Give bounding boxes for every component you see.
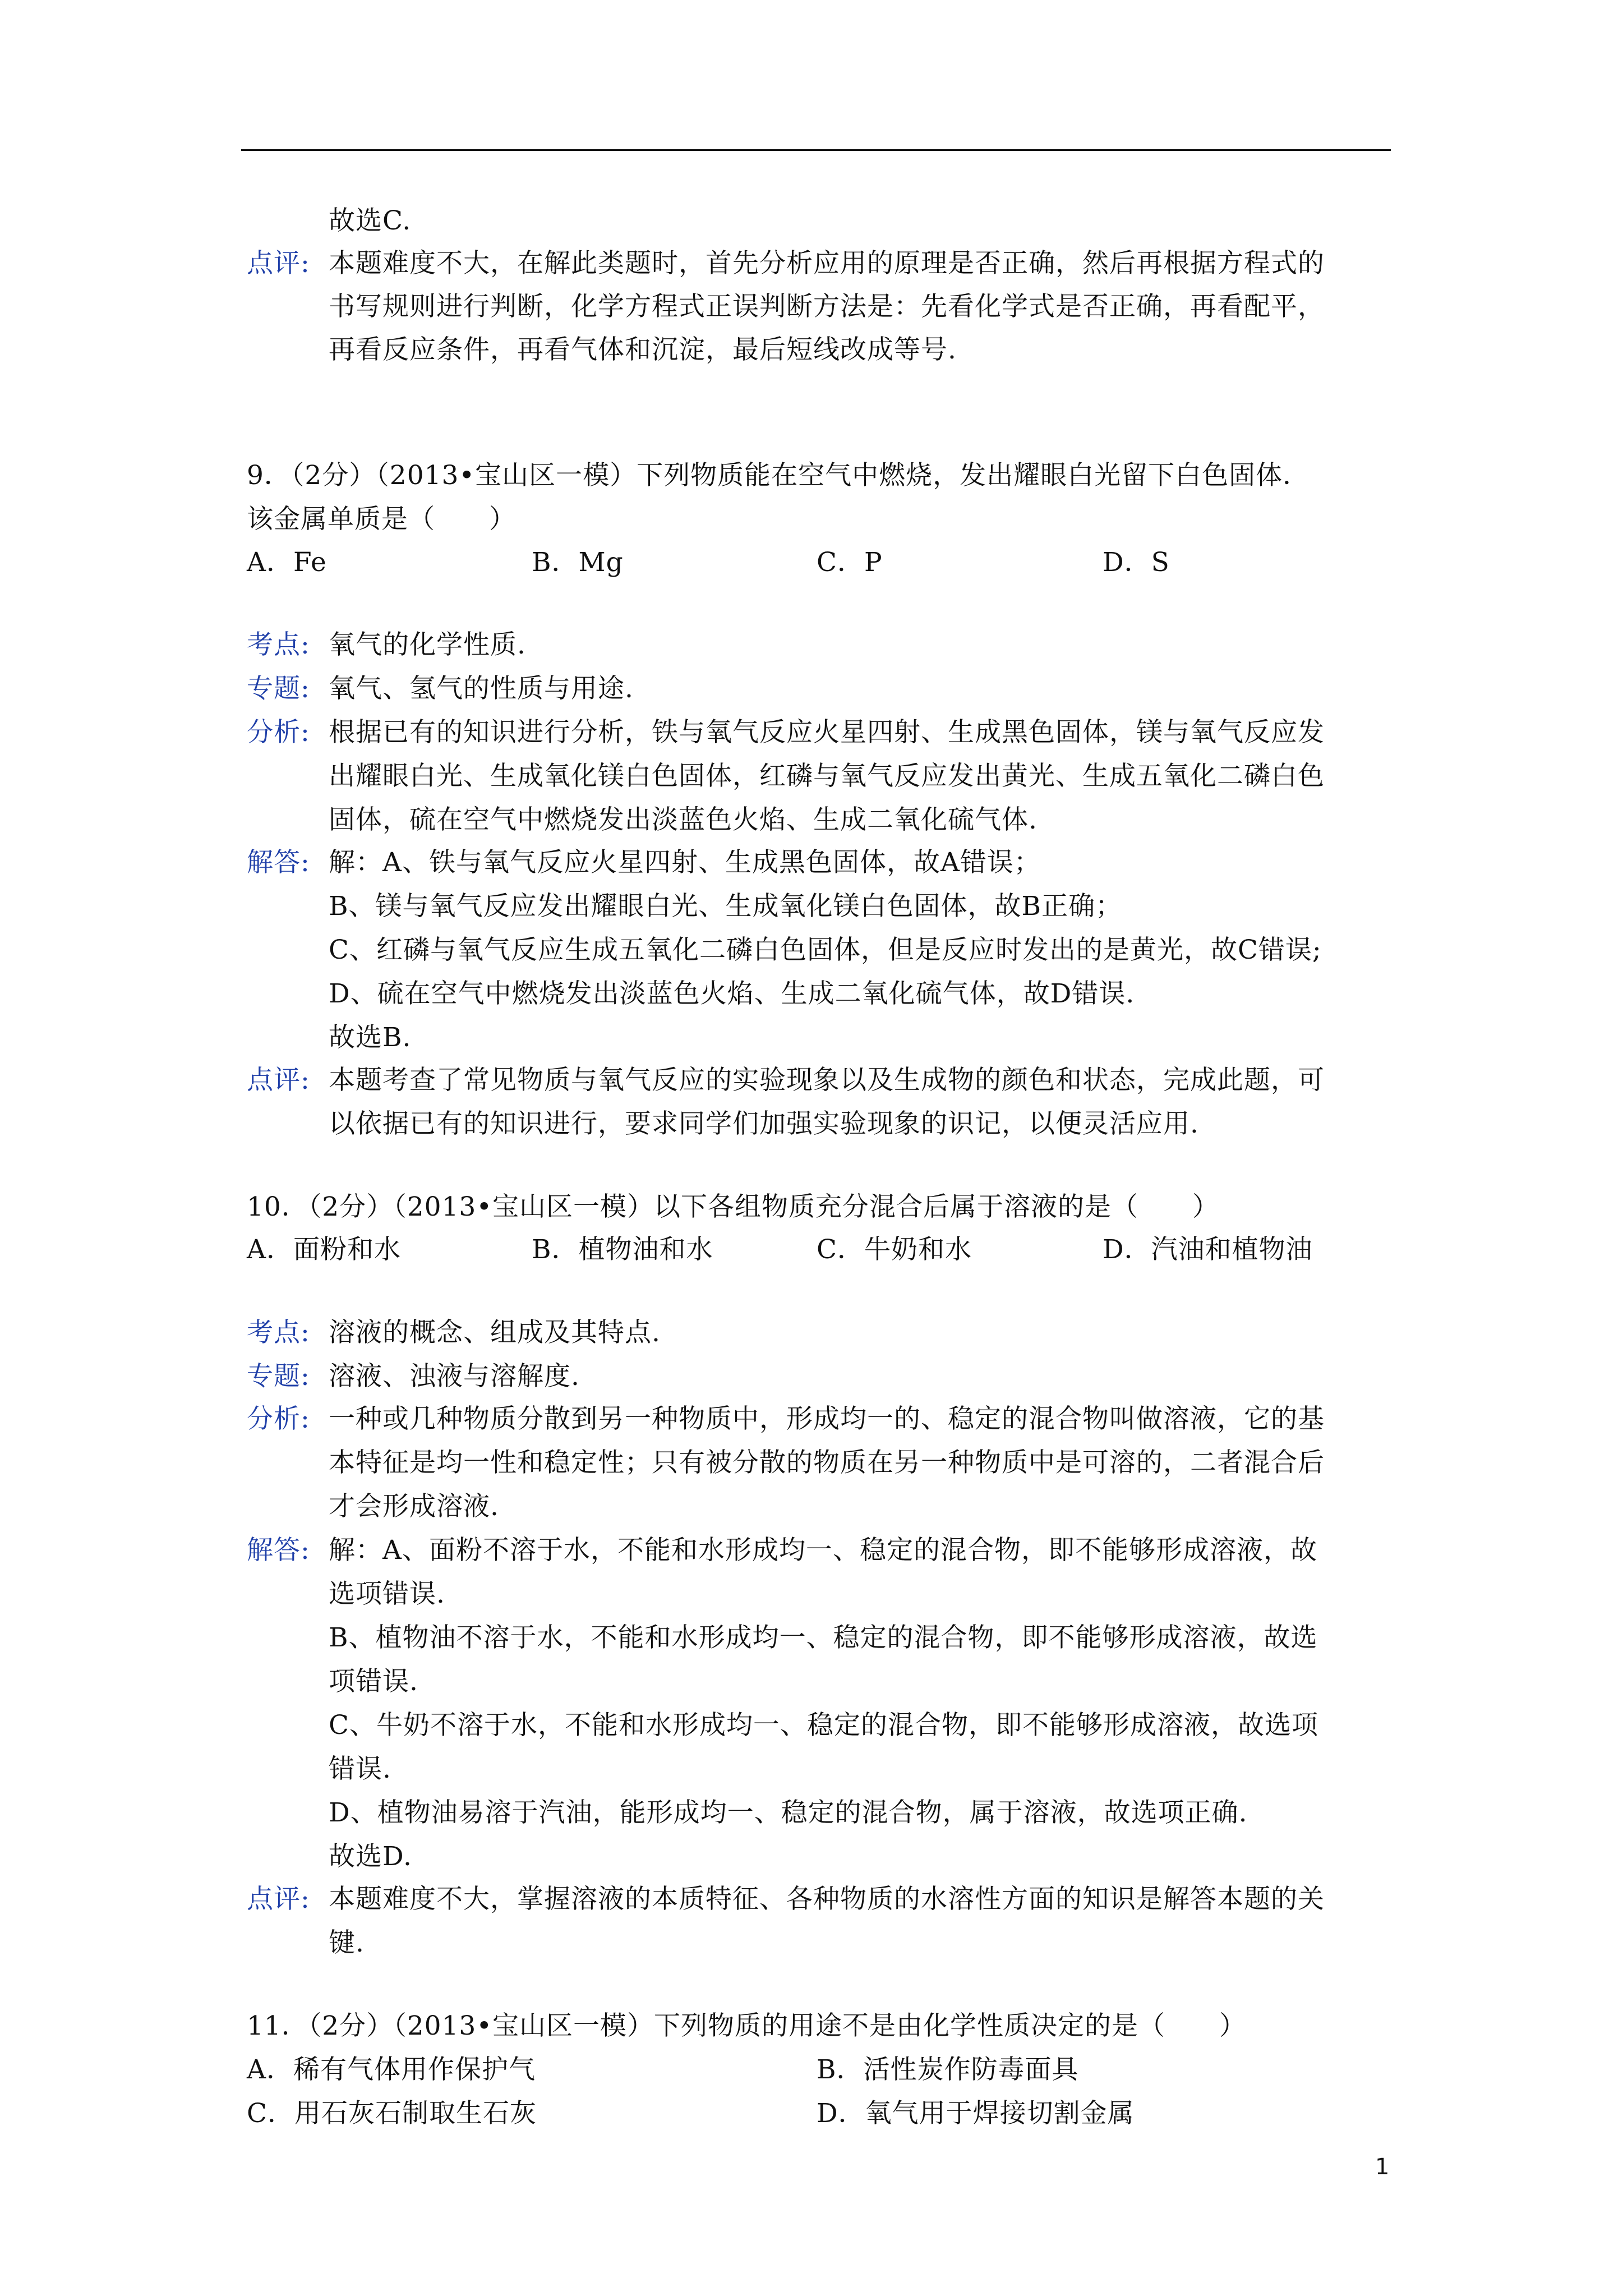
q10-jieda-line: 错误. xyxy=(329,1754,391,1784)
q10-zhuanti: 溶液、浊液与溶解度. xyxy=(329,1361,580,1392)
q10-fenxi-line: 一种或几种物质分散到另一种物质中，形成均一的、稳定的混合物叫做溶液，它的基 xyxy=(329,1404,1325,1434)
q10-stem: 10．（2分）（2013•宝山区一模）以下各组物质充分混合后属于溶液的是（ ） xyxy=(247,1191,1220,1222)
q10-option-d: D．汽油和植物油 xyxy=(1103,1234,1313,1265)
q11-stem: 11．（2分）（2013•宝山区一模）下列物质的用途不是由化学性质决定的是（ ） xyxy=(247,2010,1247,2041)
q10-option-b: B．植物油和水 xyxy=(532,1234,713,1265)
q9-dianping-line: 本题考查了常见物质与氧气反应的实验现象以及生成物的颜色和状态，完成此题，可 xyxy=(329,1065,1325,1096)
q10-jieda-line: 选项错误. xyxy=(329,1579,445,1609)
q9-fenxi-line: 固体，硫在空气中燃烧发出淡蓝色火焰、生成二氧化硫气体. xyxy=(329,804,1038,835)
q10-zhuanti-label: 专题: xyxy=(247,1361,310,1392)
q10-jieda-line: 解：A、面粉不溶于水，不能和水形成均一、稳定的混合物，即不能够形成溶液，故 xyxy=(329,1535,1317,1566)
q10-kaodian: 溶液的概念、组成及其特点. xyxy=(329,1317,661,1348)
q11-option-d: D．氧气用于焊接切割金属 xyxy=(817,2098,1135,2129)
q9-jieda-label: 解答: xyxy=(247,847,310,878)
q9-jieda-line: C、红磷与氧气反应生成五氧化二磷白色固体，但是反应时发出的是黄光，故C错误; xyxy=(329,935,1322,965)
q8-comment-line: 再看反应条件，再看气体和沉淀，最后短线改成等号. xyxy=(329,334,957,365)
q9-kaodian-label: 考点: xyxy=(247,629,310,660)
q9-jieda-line: B、镁与氧气反应发出耀眼白光、生成氧化镁白色固体，故B正确； xyxy=(329,891,1123,922)
q9-option-b: B．Mg xyxy=(532,547,624,578)
q10-dianping-line: 键. xyxy=(329,1927,365,1958)
header-rule xyxy=(241,149,1391,151)
q10-jieda-line: 项错误. xyxy=(329,1666,418,1697)
q10-jieda-line: B、植物油不溶于水，不能和水形成均一、稳定的混合物，即不能够形成溶液，故选 xyxy=(329,1622,1318,1653)
q9-jieda-line: 解：A、铁与氧气反应火星四射、生成黑色固体，故A错误； xyxy=(329,847,1041,878)
q10-fenxi-line: 本特征是均一性和稳定性；只有被分散的物质在另一种物质中是可溶的，二者混合后 xyxy=(329,1447,1325,1478)
q9-jieda-line: 故选B. xyxy=(329,1022,412,1053)
q10-jieda-line: C、牛奶不溶于水，不能和水形成均一、稳定的混合物，即不能够形成溶液，故选项 xyxy=(329,1710,1318,1741)
q9-stem: 9．（2分）（2013•宝山区一模）下列物质能在空气中燃烧，发出耀眼白光留下白色固体． xyxy=(247,460,1310,491)
page-number: 1 xyxy=(1375,2154,1390,2180)
q8-comment-line: 书写规则进行判断，化学方程式正误判断方法是：先看化学式是否正确，再看配平， xyxy=(329,291,1325,322)
q10-fenxi-label: 分析: xyxy=(247,1404,310,1434)
q9-fenxi-line: 出耀眼白光、生成氧化镁白色固体，红磷与氧气反应发出黄光、生成五氧化二磷白色 xyxy=(329,761,1325,792)
q8-choice: 故选C. xyxy=(329,205,412,236)
q9-fenxi-label: 分析: xyxy=(247,717,310,748)
q9-option-c: C．P xyxy=(817,547,883,578)
q9-dianping-label: 点评: xyxy=(247,1065,310,1096)
q9-stem: 该金属单质是（ ） xyxy=(247,504,516,535)
q8-comment-line: 本题难度不大，在解此类题时，首先分析应用的原理是否正确，然后再根据方程式的 xyxy=(329,248,1325,279)
q10-option-a: A．面粉和水 xyxy=(247,1234,401,1265)
q9-dianping-line: 以依据已有的知识进行，要求同学们加强实验现象的识记，以便灵活应用. xyxy=(329,1108,1199,1139)
q8-comment-label: 点评: xyxy=(247,248,310,279)
q10-jieda-label: 解答: xyxy=(247,1535,310,1566)
q10-fenxi-line: 才会形成溶液. xyxy=(329,1491,499,1522)
q9-zhuanti: 氧气、氢气的性质与用途. xyxy=(329,673,634,704)
q11-option-c: C．用石灰石制取生石灰 xyxy=(247,2098,537,2129)
q9-option-d: D．S xyxy=(1103,547,1170,578)
q9-jieda-line: D、硫在空气中燃烧发出淡蓝色火焰、生成二氧化硫气体，故D错误. xyxy=(329,978,1135,1009)
q9-fenxi-line: 根据已有的知识进行分析，铁与氧气反应火星四射、生成黑色固体，镁与氧气反应发 xyxy=(329,717,1325,748)
q10-option-c: C．牛奶和水 xyxy=(817,1234,972,1265)
q10-jieda-line: 故选D. xyxy=(329,1841,412,1872)
q11-option-b: B．活性炭作防毒面具 xyxy=(817,2054,1079,2085)
q10-dianping-line: 本题难度不大，掌握溶液的本质特征、各种物质的水溶性方面的知识是解答本题的关 xyxy=(329,1884,1325,1915)
q11-option-a: A．稀有气体用作保护气 xyxy=(247,2054,536,2085)
q10-dianping-label: 点评: xyxy=(247,1884,310,1915)
q9-kaodian: 氧气的化学性质. xyxy=(329,629,526,660)
q10-kaodian-label: 考点: xyxy=(247,1317,310,1348)
q10-jieda-line: D、植物油易溶于汽油，能形成均一、稳定的混合物，属于溶液，故选项正确. xyxy=(329,1797,1248,1828)
q9-option-a: A．Fe xyxy=(247,547,327,578)
q9-zhuanti-label: 专题: xyxy=(247,673,310,704)
